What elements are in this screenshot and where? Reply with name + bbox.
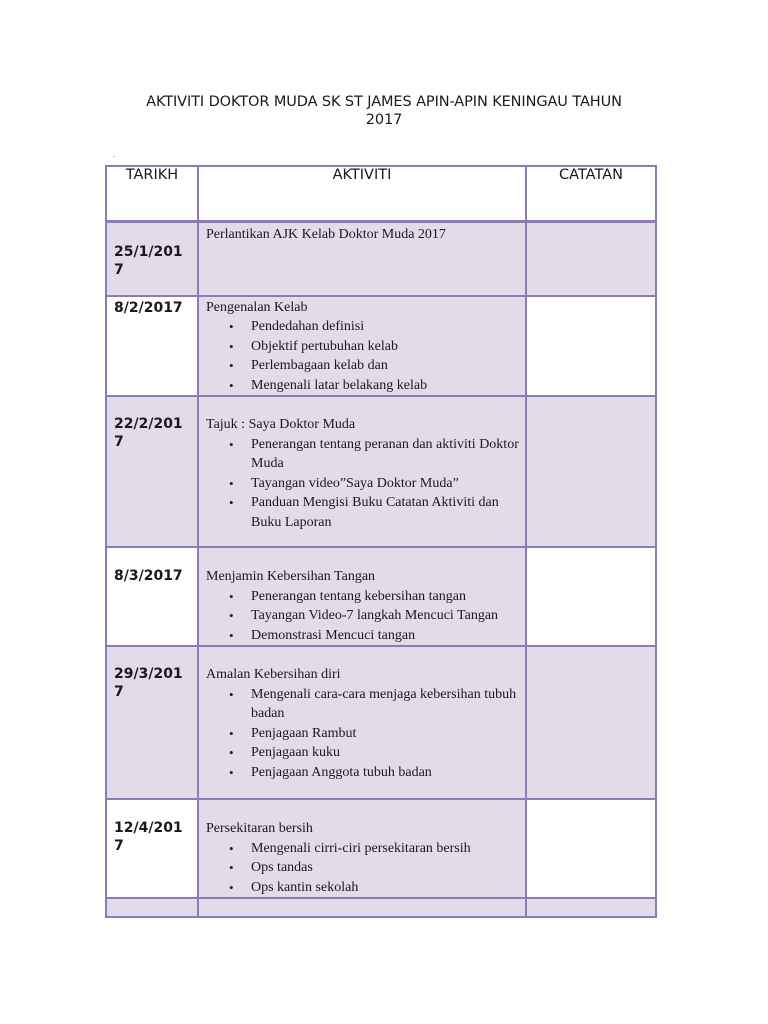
notes-cell bbox=[526, 222, 656, 296]
activity-heading: Tajuk : Saya Doktor Muda bbox=[206, 417, 356, 432]
activity-table bbox=[105, 165, 657, 918]
date-text: 8/3/2017 bbox=[114, 568, 183, 584]
notes-cell bbox=[526, 799, 656, 898]
activity-bullet-list bbox=[206, 685, 519, 783]
date-text: 29/3/2017 bbox=[114, 666, 183, 700]
activity-cell bbox=[198, 646, 526, 799]
notes-cell bbox=[526, 898, 656, 917]
activity-heading: Pengenalan Kelab bbox=[206, 299, 308, 315]
activity-bullet-item: • Penjagaan Anggota tubuh badan bbox=[251, 763, 519, 783]
activity-bullet-item: • Tayangan Video-7 langkah Mencuci Tangan bbox=[251, 606, 519, 626]
activity-bullet-list bbox=[206, 587, 519, 646]
notes-cell bbox=[526, 646, 656, 799]
notes-cell bbox=[526, 296, 656, 397]
activity-cell bbox=[198, 799, 526, 898]
table-row bbox=[106, 799, 656, 898]
title-line-1: AKTIVITI DOKTOR MUDA SK ST JAMES APIN-APIN KENINGAU TAHUN bbox=[146, 94, 622, 110]
activity-bullet-item: • Penerangan tentang peranan dan aktiviti Doktor Muda bbox=[251, 435, 519, 474]
date-cell bbox=[106, 547, 198, 646]
date-cell bbox=[106, 898, 198, 917]
activity-bullet-item: • Ops tandas bbox=[251, 858, 519, 878]
activity-bullet-list bbox=[206, 839, 519, 898]
header-date: TARIKH bbox=[106, 166, 198, 222]
activity-cell bbox=[198, 396, 526, 547]
title-line-2: 2017 bbox=[365, 112, 403, 128]
date-cell bbox=[106, 799, 198, 898]
notes-cell bbox=[526, 396, 656, 547]
date-cell bbox=[106, 296, 198, 397]
header-notes: CATATAN bbox=[526, 166, 656, 222]
activity-heading: Amalan Kebersihan diri bbox=[206, 667, 341, 682]
activity-heading: Perlantikan AJK Kelab Doktor Muda 2017 bbox=[206, 227, 446, 242]
activity-bullet-item: • Ops kantin sekolah bbox=[251, 878, 519, 898]
document-title bbox=[110, 93, 658, 129]
activity-bullet-item: • Demonstrasi Mencuci tangan bbox=[251, 626, 519, 646]
date-text: 8/2/2017 bbox=[114, 299, 183, 316]
activity-bullet-item: • Objektif pertubuhan kelab bbox=[251, 337, 519, 357]
activity-bullet-item: • Tayangan video”Saya Doktor Muda” bbox=[251, 474, 519, 494]
table-row bbox=[106, 898, 656, 917]
activity-bullet-item: • Penjagaan kuku bbox=[251, 743, 519, 763]
activity-bullet-item: • Mengenali latar belakang kelab bbox=[251, 376, 519, 396]
header-activity: AKTIVITI bbox=[198, 166, 526, 222]
table-row bbox=[106, 547, 656, 646]
activity-heading: Persekitaran bersih bbox=[206, 821, 313, 836]
date-cell bbox=[106, 222, 198, 296]
notes-cell bbox=[526, 547, 656, 646]
table-row bbox=[106, 646, 656, 799]
activity-cell bbox=[198, 547, 526, 646]
activity-cell bbox=[198, 296, 526, 397]
table-header-row bbox=[106, 166, 656, 222]
date-text: 25/1/2017 bbox=[114, 244, 183, 278]
activity-cell bbox=[198, 898, 526, 917]
activity-bullet-item: • Pendedahan definisi bbox=[251, 317, 519, 337]
activity-heading: Menjamin Kebersihan Tangan bbox=[206, 569, 376, 584]
table-row bbox=[106, 222, 656, 296]
date-cell bbox=[106, 646, 198, 799]
activity-bullet-item: • Mengenali cara-cara menjaga kebersihan tubuh badan bbox=[251, 685, 519, 724]
table-row bbox=[106, 396, 656, 547]
activity-bullet-list bbox=[206, 317, 519, 395]
activity-cell bbox=[198, 222, 526, 296]
activity-bullet-item: • Perlembagaan kelab dan bbox=[251, 356, 519, 376]
table-row bbox=[106, 296, 656, 397]
date-text: 12/4/2017 bbox=[114, 820, 183, 854]
activity-bullet-item: • Panduan Mengisi Buku Catatan Aktiviti dan Buku Laporan bbox=[251, 493, 519, 532]
date-text: 22/2/2017 bbox=[114, 416, 183, 450]
stray-marker: . bbox=[113, 150, 116, 159]
date-cell bbox=[106, 396, 198, 547]
activity-bullet-item: • Mengenali cirri-ciri persekitaran bersih bbox=[251, 839, 519, 859]
activity-bullet-list bbox=[206, 435, 519, 533]
activity-bullet-item: • Penerangan tentang kebersihan tangan bbox=[251, 587, 519, 607]
activity-bullet-item: • Penjagaan Rambut bbox=[251, 724, 519, 744]
